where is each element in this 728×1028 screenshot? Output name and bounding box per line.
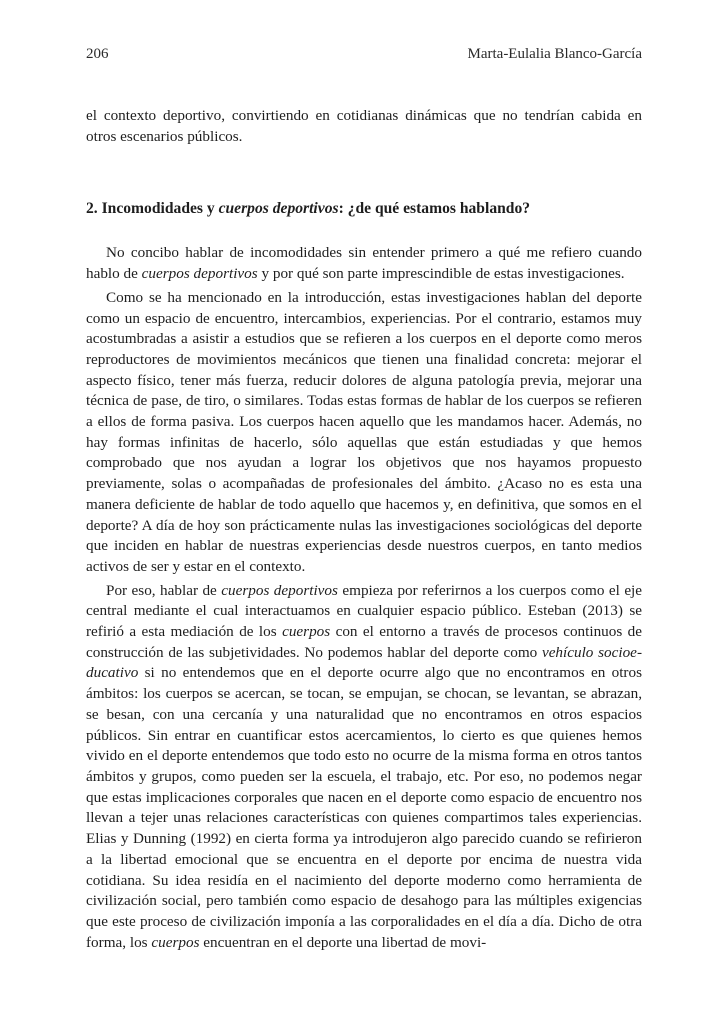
page-body	[86, 106, 642, 953]
body-paragraph-2: Como se ha mencionado en la introducción, estas investigaciones hablan del deporte como un espacio de encuentro, intercambios, experiencias. Por el contrario, estamos muy acostumbradas a asistir a estudios que se refieren a los cuerpos en el deporte como meros reproductores de movimientos mecánicos que tienen una finalidad concreta: mejorar el aspecto físico, tener más fuerza, reducir dolores de alguna patología previa, mejorar una técnica de pase, de tiro, o similares. Todas estas formas de hablar de los cuerpos se refieren a ellos de forma pasiva. Los cuerpos hacen aquello que les mandamos hacer. Además, no hay formas infinitas de hacerlo, sólo aquellas que están estudiadas y que hemos comprobado que nos ayudan a lograr los objetivos que nos hayamos propuesto previamente, solas o acompañadas de profesionales del ámbito. ¿Acaso no es esta una manera deficiente de hablar de todo aquello que hacemos y, en definitiva, que somos en el deporte? A día de hoy son prácticamente nulas las investigaciones sociológicas del deporte que inciden en hablar de nuestras experiencias desde nuestros cuerpos, en tanto medios activos de ser y estar en el contexto.	[86, 288, 642, 575]
page-number: 206	[86, 46, 109, 62]
body-paragraph-3: Por eso, hablar de cuerpos deportivos empieza por referirnos a los cuerpos como el eje central mediante el cual interactuamos en cualquier espacio público. Esteban (2013) se refirió a esta mediación de los cuerpos con el entorno a través de procesos continuos de construcción de las subjetividades. No podemos hablar del deporte como vehículo socioeducativo si no entendemos que en el deporte ocurre algo que no encontramos en otros ámbitos: los cuerpos se acercan, se tocan, se empujan, se chocan, se levantan, se abrazan, se besan, con una cercanía y una naturalidad que no encontramos en otros espacios públicos. Sin entrar en cuantificar estos acercamientos, lo cierto es que quienes hemos vivido en el deporte entendemos que todo esto no ocurre de la misma forma en otros tantos ámbitos y grupos, como pueden ser la escuela, el trabajo, etc. Por eso, no podemos negar que estas implicaciones corporales que nacen en el deporte como espacio de encuentro nos llevan a tejer unas relaciones características con quienes compartimos tales experiencias. Elias y Dunning (1992) en cierta forma ya introdujeron algo parecido cuando se refirieron a la libertad emocional que se encuentra en el deporte por encima de nuestra vida cotidiana. Su idea residía en el nacimiento del deporte moderno como herramienta de civilización social, pero también como espacio de desahogo para las múltiples exigencias que este proceso de civilización imponía a las corporalidades en el día a día. Dicho de otra forma, los cuerpos encuentran en el deporte una libertad de movi-	[86, 581, 643, 951]
intro-paragraph: el contexto deportivo, convirtiendo en cotidianas dinámicas que no tendrían cabida en otros escenarios públicos.	[86, 107, 642, 145]
running-head-author: Marta-Eulalia Blanco-García	[467, 46, 642, 62]
section-heading: 2. Incomodidades y cuerpos deportivos: ¿de qué estamos hablando?	[86, 200, 531, 218]
body-paragraph-1: No concibo hablar de incomodidades sin entender primero a qué me refiero cuando hablo de cuerpos deportivos y por qué son parte imprescindible de estas investigaciones.	[86, 244, 642, 283]
page-header	[86, 44, 642, 64]
